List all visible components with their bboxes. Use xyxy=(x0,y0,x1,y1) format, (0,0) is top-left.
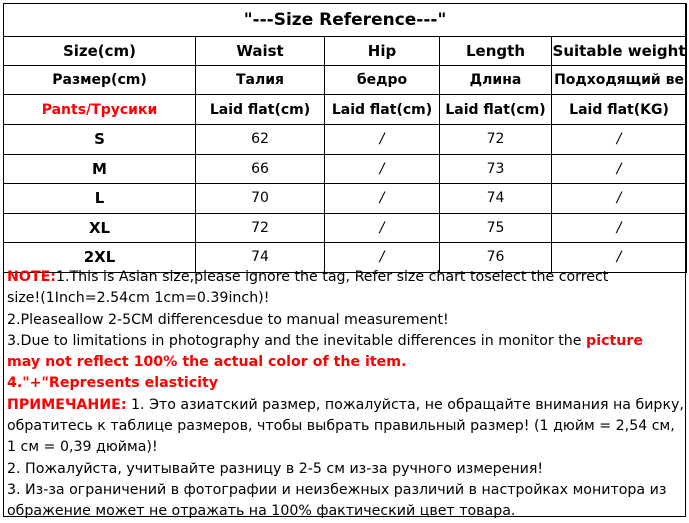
hip-cell: / xyxy=(325,154,440,184)
notes-section xyxy=(7,267,683,523)
length-cell: 75 xyxy=(440,213,552,243)
note-ru-3: 3. Из-за ограничений в фотографии и неизбежных различий в настройках монитора из xyxy=(7,481,667,498)
weight-cell: / xyxy=(552,213,687,243)
note-ru-1 xyxy=(7,395,683,416)
header-row-ru xyxy=(4,66,687,95)
col-header-hip-ru: бедро xyxy=(325,66,440,95)
table-row xyxy=(4,213,687,243)
note-ru-label: ПРИМЕЧАНИЕ: xyxy=(7,396,127,413)
length-cell: 76 xyxy=(440,243,552,273)
waist-cell: 70 xyxy=(196,184,325,214)
col-header-length: Length xyxy=(440,37,552,66)
length-cell: 72 xyxy=(440,125,552,155)
weight-cell: / xyxy=(552,154,687,184)
note-2: 2.Pleaseallow 2-5CM differencesdue to manual measurement! xyxy=(7,311,449,328)
col-header-size-ru: Размер(cm) xyxy=(4,66,196,95)
size-cell: L xyxy=(4,184,196,214)
note-4: 4."+"Represents elasticity xyxy=(7,375,219,392)
size-chart-sheet xyxy=(3,3,686,520)
table-row xyxy=(4,154,687,184)
col-header-length-ru: Длина xyxy=(440,66,552,95)
note-1-text: 1.This is Asian size,please ignore the tag, Refer size chart toselect the correct xyxy=(55,269,609,285)
note-ru-2: 2. Пожалуйста, учитывайте разницу в 2-5 см из-за ручного измерения! xyxy=(7,460,544,477)
measure-waist: Laid flat(cm) xyxy=(196,95,325,125)
weight-cell: / xyxy=(552,184,687,214)
measure-weight: Laid flat(KG) xyxy=(552,95,687,125)
table-row xyxy=(4,184,687,214)
length-cell: 73 xyxy=(440,154,552,184)
note-1-cont: size!(1Inch=2.54cm 1cm=0.39inch)! xyxy=(7,290,270,307)
col-header-waist: Waist xyxy=(196,37,325,66)
col-header-waist-ru: Талия xyxy=(196,66,325,95)
col-header-hip: Hip xyxy=(325,37,440,66)
waist-cell: 74 xyxy=(196,243,325,273)
waist-cell: 66 xyxy=(196,154,325,184)
waist-cell: 62 xyxy=(196,125,325,155)
table-title: "---Size Reference---" xyxy=(4,4,687,37)
size-cell: S xyxy=(4,125,196,155)
col-header-size: Size(cm) xyxy=(4,37,196,66)
header-row xyxy=(4,37,687,66)
table-row xyxy=(4,125,687,155)
length-cell: 74 xyxy=(440,184,552,214)
note-ru-3-cont: ображение может не отражать на 100% фактический цвет товара. xyxy=(7,503,516,520)
note-3-text: 3.Due to limitations in photography and the inevitable differences in monitor the xyxy=(7,332,587,349)
weight-cell: / xyxy=(552,125,687,155)
weight-cell: / xyxy=(552,243,687,273)
hip-cell: / xyxy=(325,184,440,214)
note-ru-1-cont2: 1 см = 0,39 дюйма)! xyxy=(7,439,158,456)
hip-cell: / xyxy=(325,125,440,155)
col-header-weight: Suitable weight xyxy=(552,37,687,66)
note-3-cont: may not reflect 100% the actual color of the item. xyxy=(7,354,407,371)
size-table xyxy=(3,3,687,273)
size-cell: M xyxy=(4,154,196,184)
col-header-weight-ru: Подходящий ве xyxy=(552,66,687,95)
hip-cell: / xyxy=(325,213,440,243)
note-3 xyxy=(7,331,683,352)
hip-cell: / xyxy=(325,243,440,273)
product-type-label: Pants/Трусики xyxy=(4,95,196,125)
size-cell: XL xyxy=(4,213,196,243)
measure-length: Laid flat(cm) xyxy=(440,95,552,125)
note-ru-1-cont: обратитесь к таблице размеров, чтобы выбрать правильный размер! (1 дюйм = 2,54 см, xyxy=(7,418,675,435)
note-3-highlight: picture xyxy=(586,332,643,349)
measure-hip: Laid flat(cm) xyxy=(325,95,440,125)
size-cell: 2XL xyxy=(4,243,196,273)
note-label: NOTE: xyxy=(7,269,56,285)
note-1 xyxy=(7,267,683,288)
note-ru-1-text: 1. Это азиатский размер, пожалуйста, не обращайте внимания на бирку, xyxy=(126,396,684,413)
waist-cell: 72 xyxy=(196,213,325,243)
measure-row xyxy=(4,95,687,125)
